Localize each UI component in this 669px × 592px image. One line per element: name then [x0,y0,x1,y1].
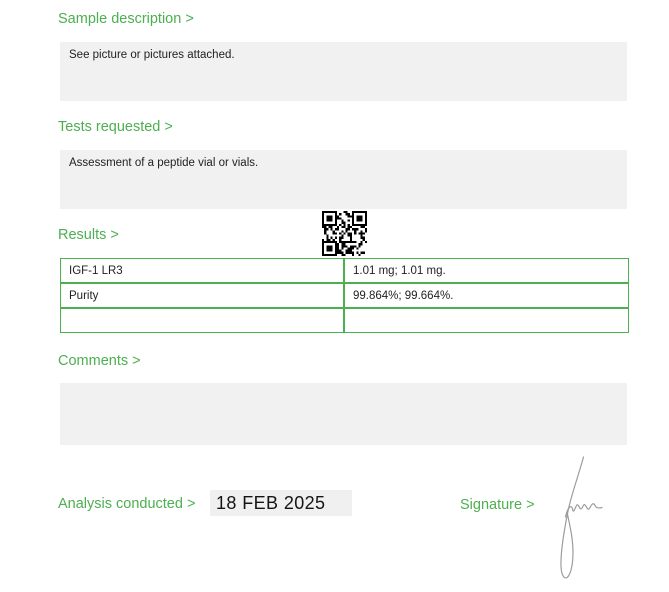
table-row [60,308,629,333]
tests-requested-box [60,150,627,209]
comments-heading: Comments > [58,353,141,369]
result-value: 1.01 mg; 1.01 mg. [344,258,629,283]
sample-description-heading: Sample description > [58,11,194,27]
comments-text [60,383,627,395]
results-heading: Results > [58,227,119,243]
result-name: Purity [60,283,344,308]
sample-description-box [60,42,627,101]
sample-description-text: See picture or pictures attached. [69,49,235,61]
comments-box [60,383,627,445]
qr-code-icon [322,211,367,256]
result-value [344,308,629,333]
tests-requested-heading: Tests requested > [58,119,173,135]
results-table [60,258,629,333]
result-value: 99.864%; 99.664%. [344,283,629,308]
table-row [60,283,629,308]
analysis-date: 18 FEB 2025 [210,490,352,516]
tests-requested-text: Assessment of a peptide vial or vials. [69,157,259,169]
signature-image [548,448,618,592]
result-name: IGF-1 LR3 [60,258,344,283]
analysis-conducted-label: Analysis conducted > [58,496,196,512]
result-name [60,308,344,333]
table-row [60,258,629,283]
signature-label: Signature > [460,497,535,513]
